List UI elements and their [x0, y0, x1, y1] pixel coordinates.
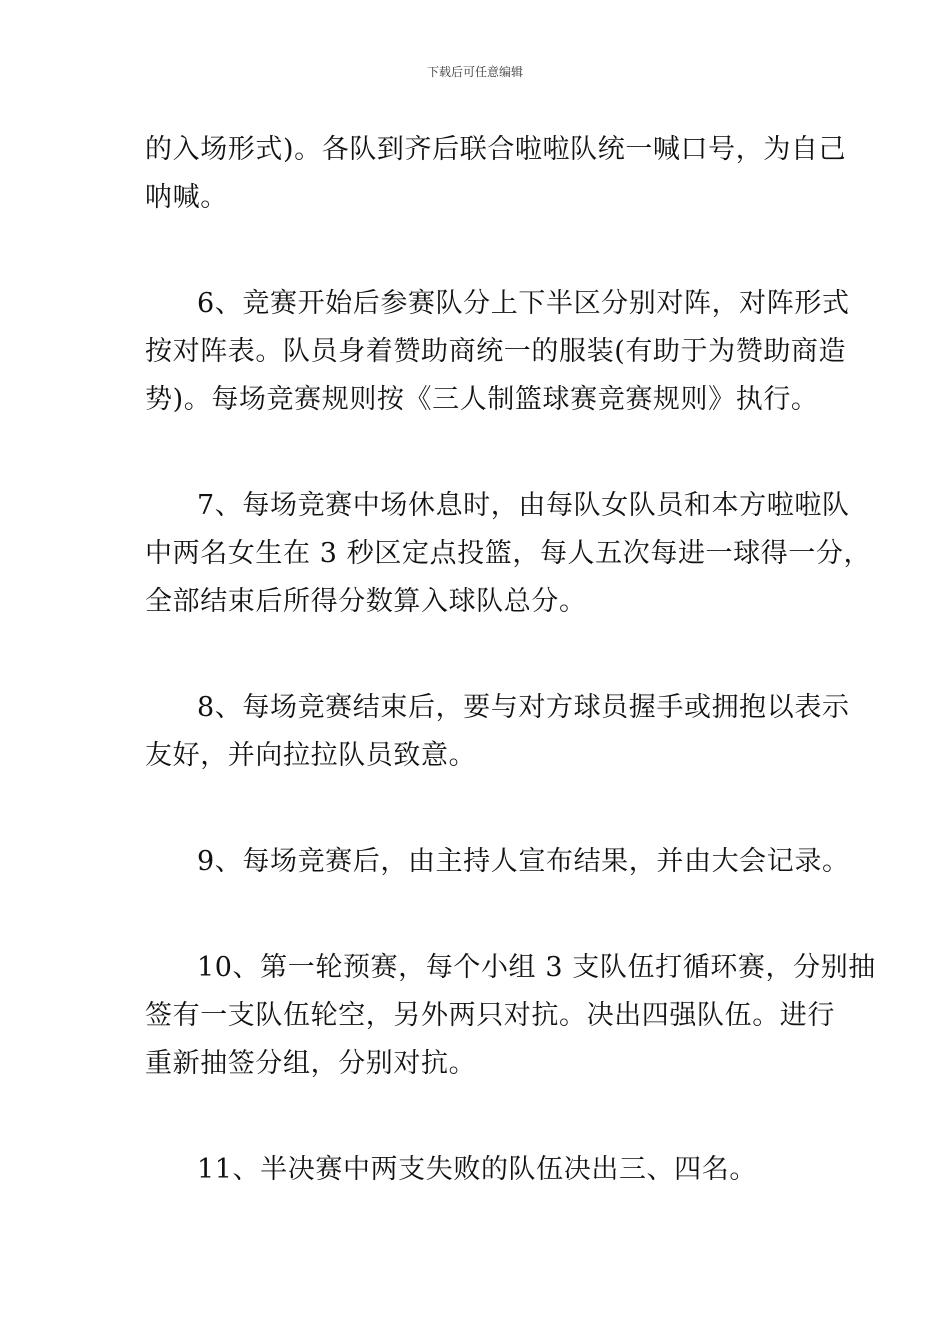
- paragraph-rule-8: [145, 684, 850, 780]
- text-line: 重新抽签分组，分别对抗。: [145, 1048, 477, 1079]
- text-line: 呐喊。: [145, 182, 228, 213]
- text-line: 10、第一轮预赛，每个小组 3 支队伍打循环赛，分别抽: [197, 952, 876, 983]
- text-line: 7、每场竞赛中场休息时，由每队女队员和本方啦啦队: [197, 490, 850, 521]
- paragraph-rule-11: [145, 1146, 807, 1194]
- paragraph-rule-9: [145, 838, 850, 886]
- text-line: 签有一支队伍轮空，另外两只对抗。决出四强队伍。进行: [145, 1000, 835, 1031]
- text-line: 11、半决赛中两支失败的队伍决出三、四名。: [197, 1154, 757, 1185]
- paragraph-rule-6: [145, 280, 850, 424]
- paragraph-entrance: [145, 126, 847, 222]
- text-line: 按对阵表。队员身着赞助商统一的服装(有助于为赞助商造: [145, 336, 847, 367]
- text-line: 中两名女生在 3 秒区定点投篮，每人五次每进一球得一分，: [145, 538, 872, 569]
- text-line: 8、每场竞赛结束后，要与对方球员握手或拥抱以表示: [197, 692, 850, 723]
- text-line: 友好，并向拉拉队员致意。: [145, 740, 477, 771]
- text-line: 全部结束后所得分数算入球队总分。: [145, 586, 587, 617]
- text-line: 势)。每场竞赛规则按《三人制篮球赛竞赛规则》执行。: [145, 384, 819, 415]
- paragraph-rule-10: [145, 944, 876, 1088]
- text-line: 的入场形式)。各队到齐后联合啦啦队统一喊口号，为自己: [145, 134, 847, 165]
- page-header-note: 下载后可任意编辑: [426, 65, 523, 79]
- text-line: 9、每场竞赛后，由主持人宣布结果，并由大会记录。: [197, 846, 850, 877]
- paragraph-rule-7: [145, 482, 872, 626]
- document-body: [145, 126, 876, 1252]
- text-line: 6、竞赛开始后参赛队分上下半区分别对阵，对阵形式: [197, 288, 850, 319]
